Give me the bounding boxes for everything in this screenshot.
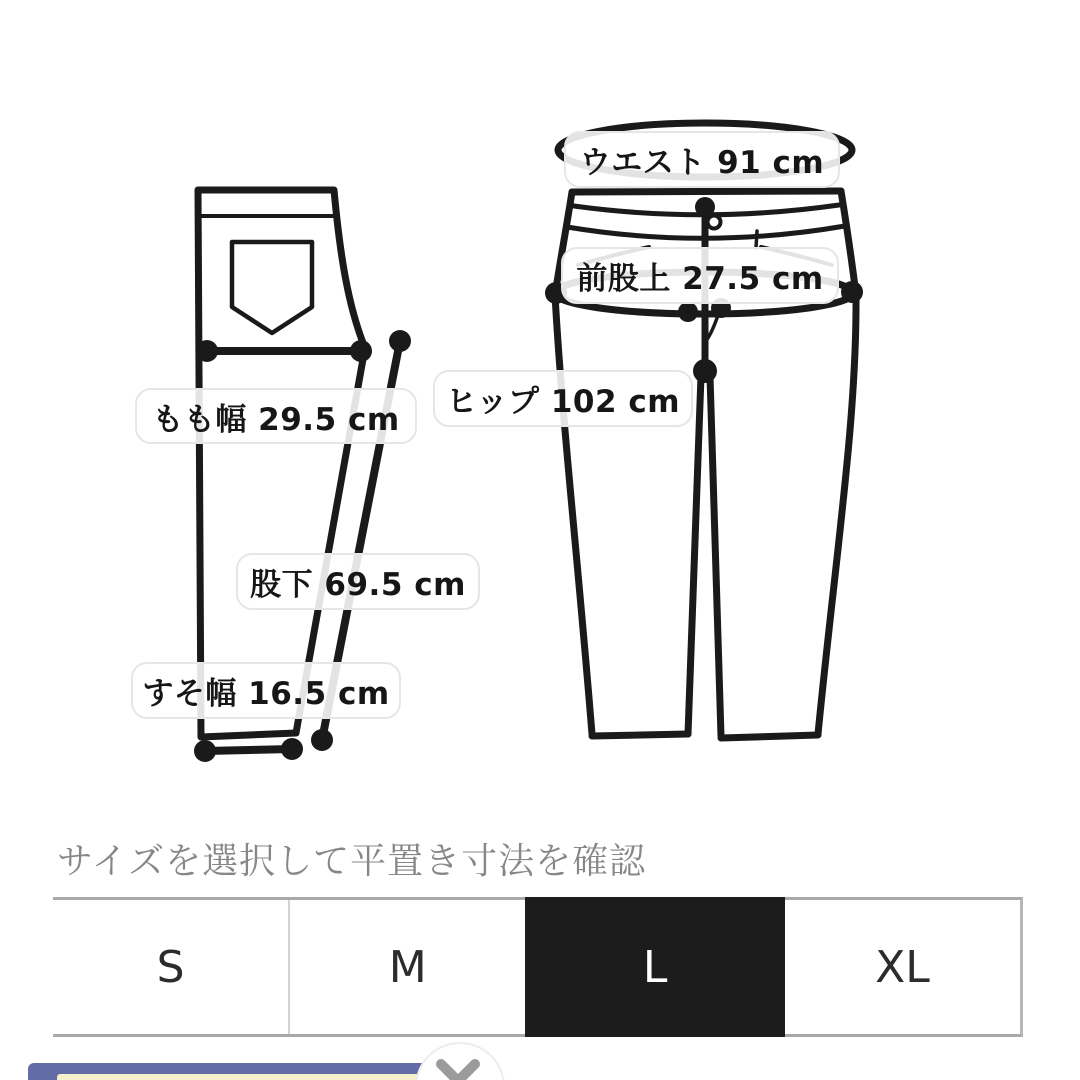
promo-banner-inner xyxy=(57,1074,469,1080)
measurement-label-hem: すそ幅 16.5 cm xyxy=(131,662,401,719)
pants-front-view-diagram xyxy=(545,123,863,738)
size-option-s[interactable]: S xyxy=(53,900,288,1034)
measurement-label-thigh: もも幅 29.5 cm xyxy=(135,388,417,444)
close-x-icon xyxy=(435,1058,481,1080)
measurement-label-hip: ヒップ 102 cm xyxy=(433,370,693,427)
size-select-heading: サイズを選択して平置き寸法を確認 xyxy=(57,841,647,882)
size-option-xl[interactable]: XL xyxy=(785,900,1020,1034)
size-selector xyxy=(53,897,1023,1037)
size-option-m[interactable]: M xyxy=(288,900,525,1034)
measurement-label-waist: ウエスト 91 cm xyxy=(564,131,840,188)
size-option-l[interactable]: L xyxy=(525,897,785,1037)
measurement-label-front-rise: 前股上 27.5 cm xyxy=(561,247,839,304)
measurement-label-inseam: 股下 69.5 cm xyxy=(236,553,480,610)
